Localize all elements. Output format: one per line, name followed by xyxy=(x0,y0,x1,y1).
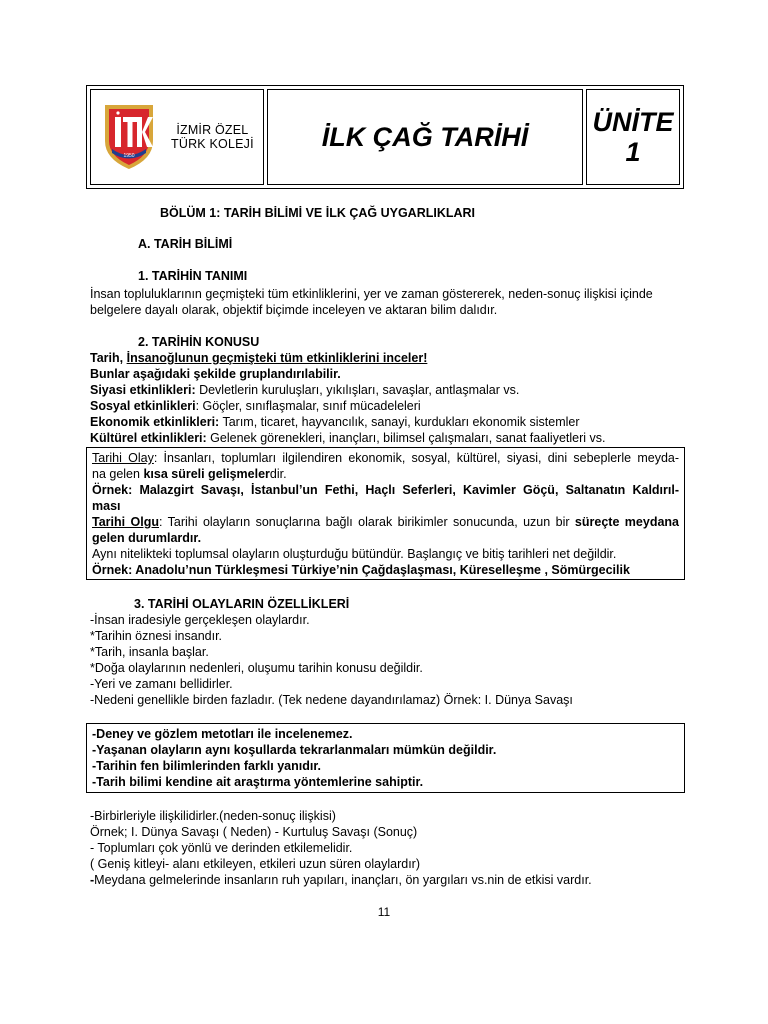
s2-siyasi xyxy=(90,382,519,398)
features-item: -Yaşanan olayların aynı koşullarda tekrarlanmaları mümkün değildir. xyxy=(92,743,497,757)
s2-groups: Bunlar aşağıdaki şekilde gruplandırılabilir. xyxy=(90,367,341,381)
s4-last-prefix: - xyxy=(90,873,95,887)
s1-heading: 1. TARİHİN TANIMI xyxy=(138,269,248,283)
page-number: 11 xyxy=(377,905,391,919)
s4-item: Örnek; I. Dünya Savaşı ( Neden) - Kurtuluş Savaşı (Sonuç) xyxy=(90,825,418,839)
features-item: -Deney ve gözlem metotları ile incelenemez. xyxy=(92,727,353,741)
ornek1-line2: ması xyxy=(92,499,121,513)
unit-cell xyxy=(586,89,680,185)
s2-intro xyxy=(90,350,427,366)
olgu-line3: Aynı nitelikteki toplumsal olayların oluşturduğu bütündür. Başlangıç ve bitiş tarihleri net değildir. xyxy=(92,547,617,561)
olgu-text1b: süreçte meydana xyxy=(574,515,679,529)
olay-text2b: kısa süreli gelişmeler xyxy=(143,467,270,481)
chapter-heading: BÖLÜM 1: TARİH BİLİMİ VE İLK ÇAĞ UYGARLIKLARI xyxy=(160,206,476,220)
s3-item: -İnsan iradesiyle gerçekleşen olaylardır. xyxy=(90,613,310,627)
school-name-line1: İZMİR ÖZEL xyxy=(176,123,249,137)
s4-item: - Toplumları çok yönlü ve derinden etkilemelidir. xyxy=(90,841,353,855)
olgu-text2b: dır. xyxy=(182,531,202,545)
s3-item: *Doğa olaylarının nedenleri, oluşumu tarihin konusu değildir. xyxy=(90,661,423,675)
s2-ekonomik xyxy=(90,414,580,430)
s2-kulturel xyxy=(90,430,605,446)
siyasi-text: Devletlerin kuruluşları, yıkılışları, savaşlar, antlaşmalar vs. xyxy=(195,383,520,397)
olgu-label: Tarihi Olgu xyxy=(92,515,159,529)
siyasi-label: Siyasi etkinlikleri: xyxy=(90,383,196,397)
s4-last-item xyxy=(90,872,592,888)
olgu-line1 xyxy=(92,514,679,530)
ekonomik-text: Tarım, ticaret, hayvancılık, sanayi, kurdukları ekonomik sistemler xyxy=(219,415,580,429)
sosyal-text: : Göçler, sınıflaşmalar, sınıf mücadeleleri xyxy=(195,399,421,413)
ornek2-text: : Anadolu’nun Türkleşmesi Türkiye’nin Çağdaşlaşması, Küreselleşme , Sömürgecilik xyxy=(128,563,630,577)
features-item: -Tarihin fen bilimlerinden farklı yanıdır. xyxy=(92,759,321,773)
s3-heading: 3. TARİHİ OLAYLARIN ÖZELLİKLERİ xyxy=(134,597,350,611)
school-name-line2: TÜRK KOLEJİ xyxy=(171,137,254,151)
features-item: -Tarih bilimi kendine ait araştırma yöntemlerine sahiptir. xyxy=(92,775,424,789)
olgu-text1a: : Tarihi olayların sonuçlarına bağlı olarak birikimler sonucunda, uzun bir xyxy=(159,515,575,529)
s3-item: -Yeri ve zamanı bellidirler. xyxy=(90,677,233,691)
logo-cell xyxy=(90,89,264,185)
unit-number: 1 xyxy=(625,137,641,167)
ornek2-line xyxy=(92,562,679,578)
s1-definition-line2: belgelere dayalı olarak, objektif biçimde inceleyen ve aktaran bilim dalıdır. xyxy=(90,303,498,317)
header-table xyxy=(86,85,684,189)
olay-text2c: dir. xyxy=(269,467,287,481)
school-logo xyxy=(101,101,157,173)
s3-item: -Nedeni genellikle birden fazladır. (Tek nedene dayandırılamaz) Örnek: I. Dünya Savaşı xyxy=(90,693,573,707)
school-name xyxy=(171,123,254,151)
s3-item: *Tarihin öznesi insandır. xyxy=(90,629,223,643)
olay-line2 xyxy=(92,466,679,482)
section-a-heading: A. TARİH BİLİMİ xyxy=(138,237,233,251)
ornek1-line1: Örnek: Malazgirt Savaşı, İstanbul’un Fethi, Haçlı Seferleri, Kavimler Göçü, Saltanatın Kaldırıl- xyxy=(92,483,679,497)
olgu-text2a: gelen durumlar xyxy=(92,531,183,545)
s2-intro-prefix: Tarih, xyxy=(90,351,127,365)
olgu-line2 xyxy=(92,530,679,546)
features-box xyxy=(86,723,685,793)
s2-sosyal xyxy=(90,398,421,414)
ornek2-label: Örnek xyxy=(92,563,129,577)
s4-last-text: Meydana gelmelerinde insanların ruh yapıları, inançları, ön yargıları vs.nin de etkisi vardır. xyxy=(94,873,592,887)
olay-line1 xyxy=(92,450,679,466)
s3-item: *Tarih, insanla başlar. xyxy=(90,645,209,659)
s1-definition-line1: İnsan topluluklarının geçmişteki tüm etkinliklerini, yer ve zaman göstererek, neden-sonuç ilişkisi içinde xyxy=(90,287,653,301)
kulturel-text: Gelenek görenekleri, inançları, bilimsel çalışmaları, sanat faaliyetleri vs. xyxy=(206,431,606,445)
kulturel-label: Kültürel etkinlikleri: xyxy=(90,431,207,445)
olay-olgu-box xyxy=(86,447,685,580)
s2-intro-underlined: İnsanoğlunun geçmişteki tüm etkinliklerini inceler! xyxy=(126,351,428,365)
s2-heading: 2. TARİHİN KONUSU xyxy=(138,335,260,349)
logo-year: 1950 xyxy=(123,153,135,159)
s4-item: -Birbirleriyle ilişkilidirler.(neden-sonuç ilişkisi) xyxy=(90,809,336,823)
s4-item: ( Geniş kitleyi- alanı etkileyen, etkileri uzun süren olaylardır) xyxy=(90,857,420,871)
course-title: İLK ÇAĞ TARİHİ xyxy=(267,89,583,185)
sosyal-label: Sosyal etkinlikleri xyxy=(90,399,196,413)
olay-text2a: na gelen xyxy=(92,467,144,481)
ekonomik-label: Ekonomik etkinlikleri: xyxy=(90,415,220,429)
olay-text1: : İnsanları, toplumları ilgilendiren ekonomik, sosyal, kültürel, siyasi, dini sebeplerle meyda- xyxy=(153,451,680,465)
unit-label: ÜNİTE xyxy=(592,107,674,137)
olay-label: Tarihi Olay xyxy=(92,451,154,465)
